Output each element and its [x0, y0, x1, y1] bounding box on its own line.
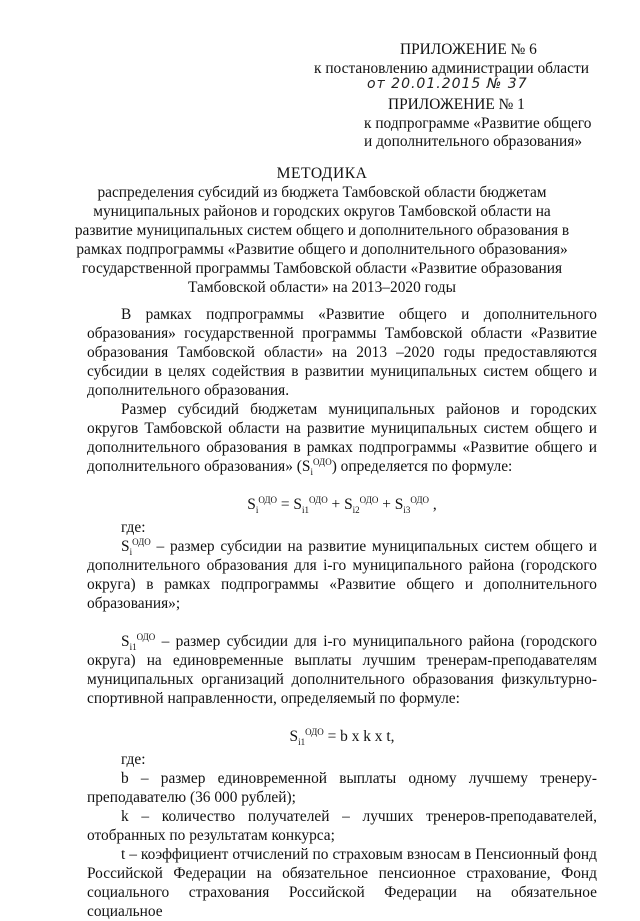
definition-b: b – размер единовременной выплаты одному лучшему тренеру-преподавателю (36 000 рублей);: [87, 770, 597, 806]
appendix-1-label: ПРИЛОЖЕНИЕ № 1: [388, 96, 525, 113]
paragraph-subsidy-size: Размер субсидий бюджетам муниципальных районов и городских округов Тамбовской области на развитие муниципальных систем общего и дополнительного образования в рамках подпрограммы «Развитие общего и дополнительного образования» $(S_i^{ОДО})$ определяется по формуле:: [87, 401, 597, 478]
title-line: распределения субсидий из бюджета Тамбовской области бюджетам: [97, 184, 547, 201]
document-title: [60, 164, 584, 297]
where-label: где:: [121, 519, 146, 536]
subprogram-reference-line2: и дополнительного образования»: [364, 133, 583, 150]
subprogram-reference-line1: к подпрограмме «Развитие общего: [364, 115, 592, 132]
handwritten-date: от 20.01.2015 № 37: [367, 76, 528, 92]
definition-si1: $S_{i1}^{ОДО}$ – размер субсидии для i-го муниципального района (городского округа) на единовременные выплаты лучшим тренерам-преподавателям муниципальных организаций дополнительного образования физкультурно-спортивной направленности, определяемый по формуле:: [87, 631, 597, 707]
formula-si1: $S_{i1}^{ОДО} = b$ x k x t,: [289, 726, 395, 748]
title-line: развитие муниципальных систем общего и дополнительного образования в: [74, 222, 570, 239]
definition-t: t – коэффициент отчислений по страховым взносам в Пенсионный фонд Российской Федерации на обязательное пенсионное страхование, Фонд социального страхования Российской Федерации на обязательное социальное: [87, 846, 597, 920]
definition-si: $S_i^{ОДО}$ – размер субсидии на развитие муниципальных систем общего и дополнительного образования для i-го муниципального района (городского округа) в рамках подпрограммы «Развитие общего и дополнительного образования»;: [87, 536, 597, 612]
title-line: Тамбовской области» на 2013–2020 годы: [188, 279, 456, 296]
appendix-6-label: ПРИЛОЖЕНИЕ № 6: [400, 41, 537, 58]
formula-total-subsidy: $S_i^{ОДО} = S_{i1}^{ОДО} + S_{i2}^{ОДО} + S_{i3}^{ОДО}$ ,: [247, 494, 437, 516]
definition-k: k – количество получателей – лучших тренеров-преподавателей, отобранных по результатам конкурса;: [87, 808, 597, 844]
title-line: муниципальных районов и городских округов Тамбовской области на: [93, 203, 551, 220]
title-line: рамках подпрограммы «Развитие общего и дополнительного образования»: [76, 241, 568, 258]
title-line: государственной программы Тамбовской области «Развитие образования: [81, 260, 563, 277]
resolution-reference: к постановлению администрации области: [314, 60, 589, 77]
document-body: [87, 305, 597, 921]
paragraph-intro: В рамках подпрограммы «Развитие общего и дополнительного образования» государственной программы Тамбовской области «Развитие образования Тамбовской области» на 2013 –2020 годы предоставляются субсидии в целях содействия в развитии муниципальных систем общего и дополнительного образования.: [87, 306, 597, 399]
title-heading: МЕТОДИКА: [276, 165, 368, 182]
where-label: где:: [121, 751, 146, 768]
